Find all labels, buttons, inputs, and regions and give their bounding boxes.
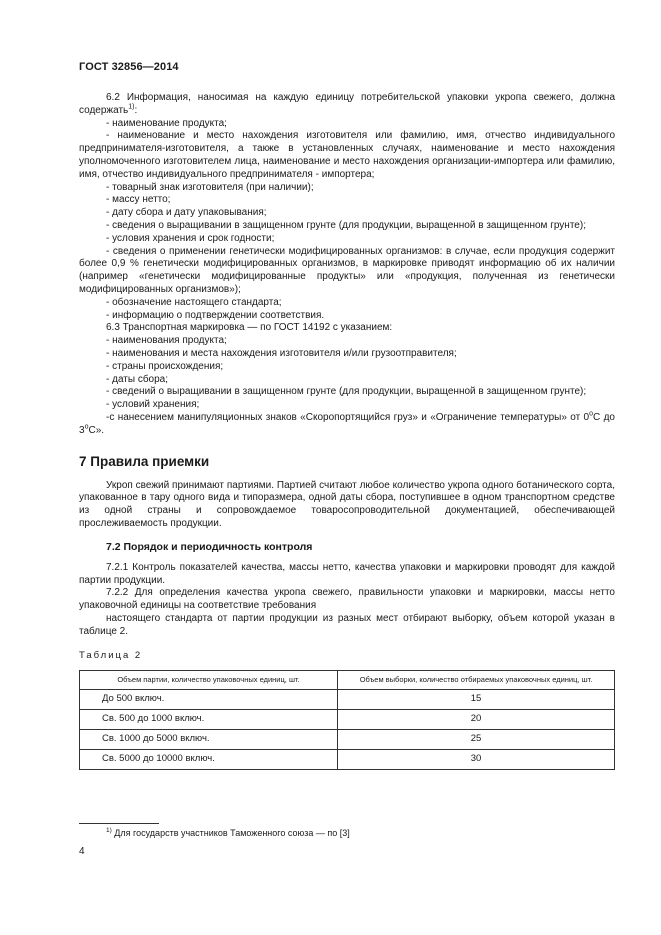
degree-mark: о [589, 410, 594, 418]
page-number: 4 [79, 846, 85, 857]
table-cell: Св. 500 до 1000 включ. [80, 710, 338, 730]
list-item: - наименования продукта; [106, 335, 227, 347]
handling-text-a: -с нанесением манипуляционных знаков «Скоропортящийся груз» и «Ограничение температуры» от 0 [106, 411, 590, 423]
table-cell: 25 [338, 730, 615, 750]
handling-text-c: С». [88, 424, 105, 436]
list-item: - сведений о выращивании в защищенном грунте (для продукции, выращенной в защищенном грунте); [106, 386, 587, 398]
table-cell: 20 [338, 710, 615, 730]
footnote [106, 828, 350, 838]
table-row [80, 750, 615, 770]
section-6-2-intro-text: 6.2 Информация, наносимая на каждую единицу потребительской упаковки укропа свежего, должна содержать [79, 92, 615, 116]
list-item: - массу нетто; [106, 194, 171, 206]
degree-mark: о [84, 423, 89, 431]
table-cell: 30 [338, 750, 615, 770]
table-caption: Таблица 2 [79, 650, 143, 662]
list-item-handling-signs [79, 412, 615, 438]
sample-size-table [79, 670, 615, 770]
table-cell: До 500 включ. [80, 690, 338, 710]
section-7-text: Укроп свежий принимают партиями. Партией считают любое количество укропа одного ботанического сорта, упакованное в тару одного вида и типоразмера, одной даты сбора, поступившее в одном транспортном средстве из одной страны и сопровождаемое товаросопроводительной документацией, обеспечивающей прослеживаемость продукции. [79, 479, 615, 529]
section-6-2-intro-colon: : [134, 104, 138, 116]
list-item: - наименование и место нахождения изготовителя или фамилию, имя, отчество индивидуального предпринимателя-изготовителя, а также в установленных случаях, наименование и место нахождения уполномоченного изготовителем лица, наименование и место нахождения организации-импортера или фамилию, имя, отчество индивидуального предпринимателя - импортера; [79, 130, 615, 180]
list-item: - сведения о выращивании в защищенном грунте (для продукции, выращенной в защищенном грунте); [106, 219, 586, 231]
table-row [80, 730, 615, 750]
footnote-ref[interactable]: 1) [128, 103, 135, 111]
footnote-mark: 1) [106, 827, 112, 834]
list-item: - страны происхождения; [106, 360, 224, 372]
document-body [79, 92, 615, 770]
section-7-2-2-continuation: настоящего стандарта от партии продукции из разных мест отбирают выборку, объем которой указан в таблице 2. [79, 612, 615, 637]
table-cell: Св. 5000 до 10000 включ. [80, 750, 338, 770]
table-header-cell: Объем выборки, количество отбираемых упаковочных единиц, шт. [338, 671, 615, 690]
table-cell: Св. 1000 до 5000 включ. [80, 730, 338, 750]
section-7-2-1-text: 7.2.1 Контроль показателей качества, массы нетто, качества упаковки и маркировки проводят для каждой партии продукции. [79, 561, 615, 586]
list-item: - товарный знак изготовителя (при наличии); [106, 181, 314, 193]
section-7-title: 7 Правила приемки [79, 453, 210, 469]
table-header-cell: Объем партии, количество упаковочных единиц, шт. [80, 671, 338, 690]
table-row [80, 690, 615, 710]
list-item: - наименование продукта; [106, 117, 227, 129]
section-6-3-intro: 6.3 Транспортная маркировка — по ГОСТ 14192 с указанием: [106, 322, 393, 334]
list-item: - обозначение настоящего стандарта; [106, 296, 282, 308]
list-item: - наименования и места нахождения изготовителя и/или грузоотправителя; [106, 347, 457, 359]
document-header: ГОСТ 32856—2014 [79, 61, 179, 73]
table-cell: 15 [338, 690, 615, 710]
handling-text-b: С до 3 [79, 411, 615, 436]
list-item: - сведения о применении генетически модифицированных организмов: в случае, если продукция содержит более 0,9 % генетически модифицированных организмов, в маркировке приводят информацию об их наличии (например «генетически модифицированные продукты» или «продукция, полученная из генетически модифицированных организмов»); [79, 245, 615, 295]
list-item: - условия хранения и срок годности; [106, 232, 275, 244]
section-7-2-title: 7.2 Порядок и периодичность контроля [106, 540, 313, 553]
section-7-2-2-text: 7.2.2 Для определения качества укропа свежего, правильности упаковки и маркировки, массы нетто упаковочной единицы на соответствие требования [79, 587, 615, 612]
section-6-2-intro [79, 92, 615, 118]
list-item: - даты сбора; [106, 373, 169, 385]
footnote-divider [79, 823, 159, 824]
list-item: - дату сбора и дату упаковывания; [106, 207, 267, 219]
list-item: - условий хранения; [106, 399, 200, 411]
footnote-text: Для государств участников Таможенного союза — по [3] [114, 828, 350, 838]
table-row [80, 710, 615, 730]
table-header-row [80, 671, 615, 690]
list-item: - информацию о подтверждении соответствия. [106, 309, 325, 321]
